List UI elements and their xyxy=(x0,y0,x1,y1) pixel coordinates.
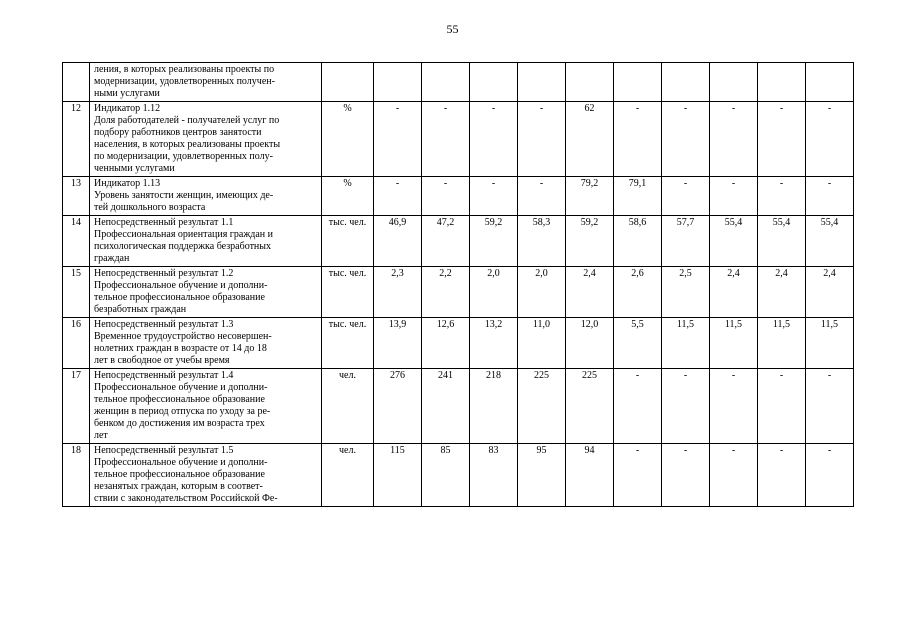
value-cell: 225 xyxy=(566,369,614,444)
value-cell: - xyxy=(710,444,758,507)
value-cell: - xyxy=(470,102,518,177)
indicator-name xyxy=(90,177,322,216)
indicator-name-line: Индикатор 1.13 xyxy=(94,178,161,189)
indicator-name xyxy=(90,318,322,369)
indicator-name-line: ления, в которых реализованы проекты по xyxy=(94,64,275,75)
value-cell: 79,1 xyxy=(614,177,662,216)
value-cell: 55,4 xyxy=(806,216,854,267)
value-cell: - xyxy=(758,369,806,444)
value-cell: 94 xyxy=(566,444,614,507)
value-cell: 11,5 xyxy=(662,318,710,369)
indicator-name-line: Профессиональная ориентация граждан и xyxy=(94,229,273,240)
indicator-name-line: Непосредственный результат 1.5 xyxy=(94,445,234,456)
value-cell: - xyxy=(374,177,422,216)
value-cell: 62 xyxy=(566,102,614,177)
value-cell: 11,0 xyxy=(518,318,566,369)
value-cell: 2,3 xyxy=(374,267,422,318)
value-cell: 2,5 xyxy=(662,267,710,318)
indicator-name-line: Профессиональное обучение и дополни- xyxy=(94,382,268,393)
value-cell: - xyxy=(470,177,518,216)
value-cell: 225 xyxy=(518,369,566,444)
value-cell: 2,4 xyxy=(806,267,854,318)
value-cell: 85 xyxy=(422,444,470,507)
value-cell: - xyxy=(710,102,758,177)
indicator-name-line: ченными услугами xyxy=(94,163,175,174)
indicator-name-line: безработных граждан xyxy=(94,304,187,315)
unit-cell: тыс. чел. xyxy=(322,318,374,369)
value-cell xyxy=(374,63,422,102)
value-cell: - xyxy=(806,177,854,216)
value-cell: 55,4 xyxy=(758,216,806,267)
value-cell: - xyxy=(806,369,854,444)
indicator-name-line: нолетних граждан в возрасте от 14 до 18 xyxy=(94,343,267,354)
value-cell: 218 xyxy=(470,369,518,444)
table-row xyxy=(63,63,854,102)
indicator-name-line: по модернизации, удовлетворенных полу- xyxy=(94,151,273,162)
indicator-name-line: бенком до достижения им возраста трех xyxy=(94,418,265,429)
value-cell: 12,6 xyxy=(422,318,470,369)
value-cell: 115 xyxy=(374,444,422,507)
indicator-name-line: Непосредственный результат 1.1 xyxy=(94,217,234,228)
value-cell: 47,2 xyxy=(422,216,470,267)
unit-cell: % xyxy=(322,102,374,177)
value-cell: 59,2 xyxy=(470,216,518,267)
value-cell: 46,9 xyxy=(374,216,422,267)
value-cell: 11,5 xyxy=(758,318,806,369)
value-cell xyxy=(614,63,662,102)
value-cell xyxy=(470,63,518,102)
indicator-name-line: Доля работодателей - получателей услуг по xyxy=(94,115,280,126)
table-row xyxy=(63,177,854,216)
value-cell: - xyxy=(614,369,662,444)
row-number: 15 xyxy=(63,267,90,318)
value-cell: - xyxy=(614,444,662,507)
value-cell: 11,5 xyxy=(806,318,854,369)
value-cell: 11,5 xyxy=(710,318,758,369)
row-number: 18 xyxy=(63,444,90,507)
value-cell: - xyxy=(422,177,470,216)
value-cell: - xyxy=(662,444,710,507)
value-cell: - xyxy=(518,102,566,177)
indicator-name xyxy=(90,63,322,102)
indicator-name-line: психологическая поддержка безработных xyxy=(94,241,272,252)
indicator-name-line: подбору работников центров занятости xyxy=(94,127,262,138)
indicator-name-line: Профессиональное обучение и дополни- xyxy=(94,457,268,468)
unit-cell: тыс. чел. xyxy=(322,216,374,267)
value-cell: 241 xyxy=(422,369,470,444)
value-cell: 79,2 xyxy=(566,177,614,216)
row-number: 12 xyxy=(63,102,90,177)
value-cell xyxy=(566,63,614,102)
unit-cell: тыс. чел. xyxy=(322,267,374,318)
value-cell: 95 xyxy=(518,444,566,507)
value-cell: 2,6 xyxy=(614,267,662,318)
value-cell xyxy=(518,63,566,102)
indicator-name-line: ными услугами xyxy=(94,88,160,99)
row-number: 17 xyxy=(63,369,90,444)
value-cell: 59,2 xyxy=(566,216,614,267)
indicator-name xyxy=(90,369,322,444)
value-cell: 2,4 xyxy=(758,267,806,318)
row-number xyxy=(63,63,90,102)
row-number: 13 xyxy=(63,177,90,216)
indicator-name-line: Уровень занятости женщин, имеющих де- xyxy=(94,190,274,201)
value-cell: 13,9 xyxy=(374,318,422,369)
indicator-name-line: тельное профессиональное образование xyxy=(94,292,265,303)
indicator-name-line: тельное профессиональное образование xyxy=(94,469,265,480)
indicator-name-line: тельное профессиональное образование xyxy=(94,394,265,405)
value-cell: - xyxy=(374,102,422,177)
table-row xyxy=(63,369,854,444)
indicator-name xyxy=(90,216,322,267)
indicator-name xyxy=(90,444,322,507)
table-row xyxy=(63,444,854,507)
value-cell: 276 xyxy=(374,369,422,444)
indicator-name-line: Временное трудоустройство несовершен- xyxy=(94,331,272,342)
indicator-name-line: граждан xyxy=(94,253,130,264)
indicator-name-line: лет в свободное от учебы время xyxy=(94,355,230,366)
value-cell xyxy=(422,63,470,102)
indicator-name-line: лет xyxy=(94,430,108,441)
indicator-name-line: Непосредственный результат 1.4 xyxy=(94,370,234,381)
value-cell: - xyxy=(518,177,566,216)
value-cell: 2,0 xyxy=(470,267,518,318)
indicator-name-line: Индикатор 1.12 xyxy=(94,103,161,114)
table-body xyxy=(63,63,854,507)
indicator-name-line: Профессиональное обучение и дополни- xyxy=(94,280,268,291)
table-row xyxy=(63,216,854,267)
indicator-name xyxy=(90,267,322,318)
value-cell: 2,0 xyxy=(518,267,566,318)
value-cell: - xyxy=(806,102,854,177)
value-cell: 2,4 xyxy=(710,267,758,318)
value-cell: 2,2 xyxy=(422,267,470,318)
value-cell xyxy=(662,63,710,102)
value-cell: - xyxy=(758,102,806,177)
value-cell: - xyxy=(758,177,806,216)
indicators-table xyxy=(62,62,854,507)
value-cell: 2,4 xyxy=(566,267,614,318)
unit-cell: % xyxy=(322,177,374,216)
indicator-name-line: тей дошкольного возраста xyxy=(94,202,206,213)
value-cell: - xyxy=(614,102,662,177)
value-cell: - xyxy=(662,369,710,444)
value-cell xyxy=(710,63,758,102)
value-cell xyxy=(758,63,806,102)
unit-cell: чел. xyxy=(322,444,374,507)
unit-cell: чел. xyxy=(322,369,374,444)
value-cell: - xyxy=(422,102,470,177)
value-cell: 58,3 xyxy=(518,216,566,267)
indicator-name-line: незанятых граждан, которым в соответ- xyxy=(94,481,263,492)
indicator-name-line: модернизации, удовлетворенных получен- xyxy=(94,76,275,87)
value-cell: - xyxy=(758,444,806,507)
value-cell: 57,7 xyxy=(662,216,710,267)
page-number: 55 xyxy=(446,22,459,36)
indicator-name-line: Непосредственный результат 1.2 xyxy=(94,268,234,279)
value-cell: 5,5 xyxy=(614,318,662,369)
value-cell: - xyxy=(710,369,758,444)
value-cell: - xyxy=(710,177,758,216)
value-cell xyxy=(806,63,854,102)
value-cell: 83 xyxy=(470,444,518,507)
indicator-name-line: населения, в которых реализованы проекты xyxy=(94,139,281,150)
indicator-name-line: ствии с законодательством Российской Фе- xyxy=(94,493,278,504)
value-cell: - xyxy=(806,444,854,507)
row-number: 16 xyxy=(63,318,90,369)
value-cell: 12,0 xyxy=(566,318,614,369)
table-row xyxy=(63,318,854,369)
value-cell: 55,4 xyxy=(710,216,758,267)
unit-cell xyxy=(322,63,374,102)
row-number: 14 xyxy=(63,216,90,267)
table-row xyxy=(63,267,854,318)
indicator-name-line: женщин в период отпуска по уходу за ре- xyxy=(94,406,271,417)
table-row xyxy=(63,102,854,177)
indicator-name xyxy=(90,102,322,177)
indicator-name-line: Непосредственный результат 1.3 xyxy=(94,319,234,330)
value-cell: - xyxy=(662,102,710,177)
value-cell: 58,6 xyxy=(614,216,662,267)
value-cell: - xyxy=(662,177,710,216)
value-cell: 13,2 xyxy=(470,318,518,369)
